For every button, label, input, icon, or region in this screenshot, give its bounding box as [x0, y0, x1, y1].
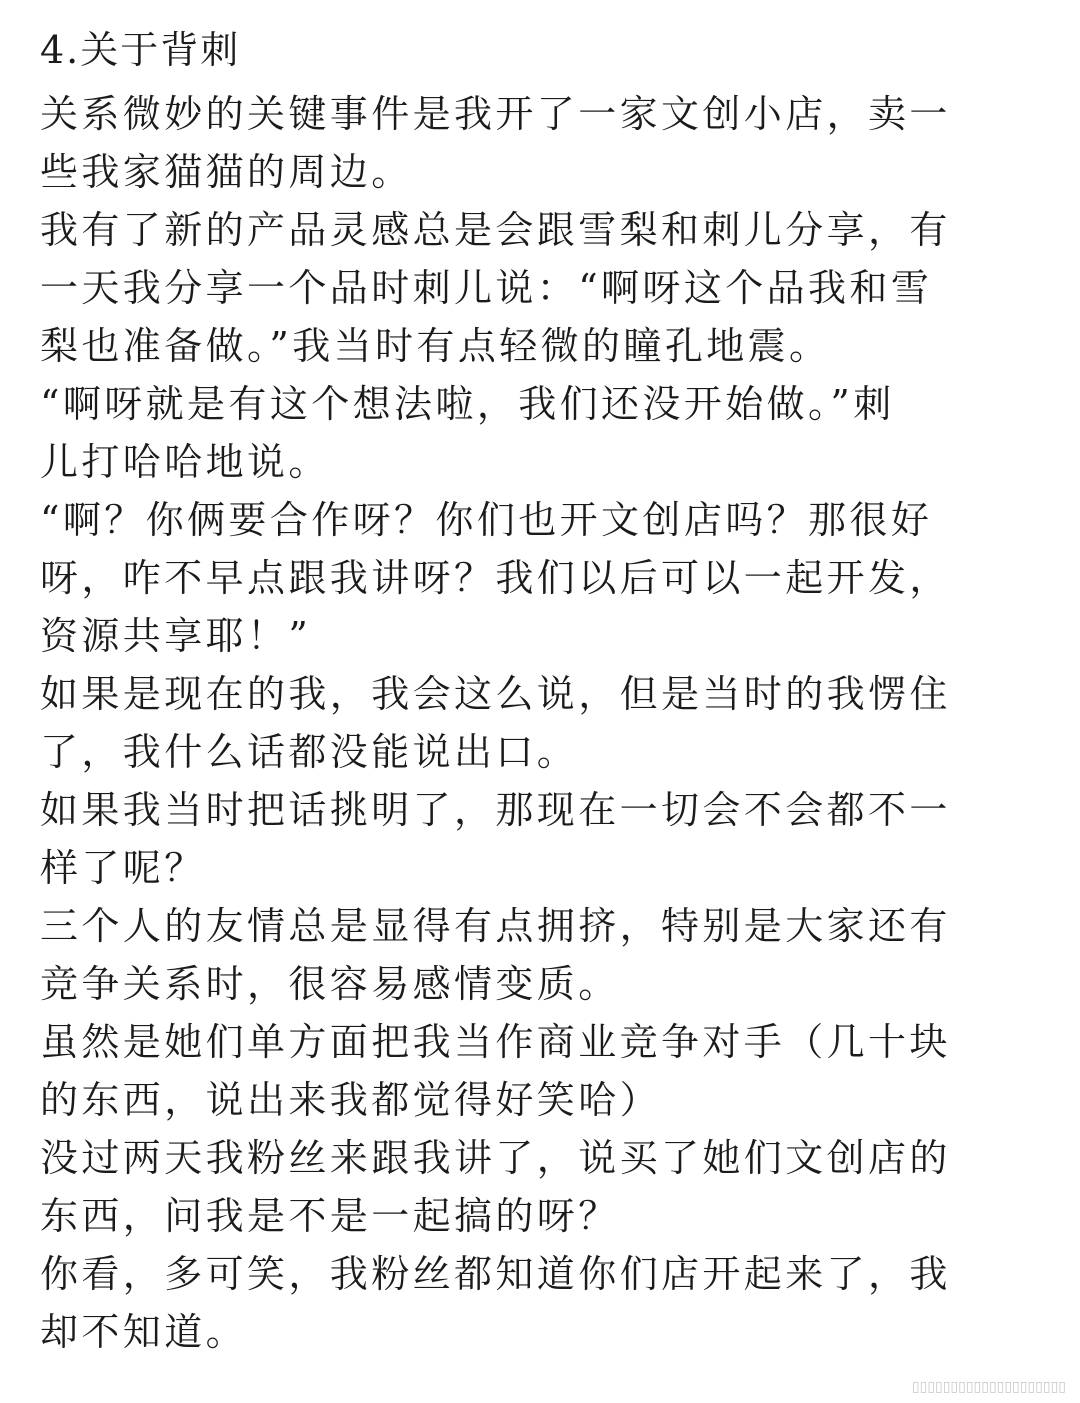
text-line: 些我家猫猫的周边。 [40, 150, 413, 194]
text-line: 了，我什么话都没能说出口。 [40, 730, 579, 774]
watermark: ▯▯▯▯▯▯▯▯▯▯▯▯▯▯▯▯▯▯▯▯ [911, 1379, 1066, 1395]
text-line: 没过两天我粉丝来跟我讲了，说买了她们文创店的 [40, 1136, 951, 1180]
text-line: “啊呀就是有这个想法啦，我们还没开始做。”刺 [40, 382, 895, 426]
text-line: “啊？你俩要合作呀？你们也开文创店吗？那很好 [40, 498, 933, 542]
text-line: 如果是现在的我，我会这么说，但是当时的我愣住 [40, 672, 951, 716]
document-heading: 4.关于背刺 [40, 28, 241, 72]
text-line: 如果我当时把话挑明了，那现在一切会不会都不一 [40, 788, 951, 832]
text-line: 关系微妙的关键事件是我开了一家文创小店，卖一 [40, 92, 951, 136]
text-line: 我有了新的产品灵感总是会跟雪梨和刺儿分享，有 [40, 208, 951, 252]
text-line: 呀，咋不早点跟我讲呀？我们以后可以一起开发， [40, 556, 951, 600]
text-line: 虽然是她们单方面把我当作商业竞争对手（几十块 [40, 1020, 951, 1064]
text-line: 一天我分享一个品时刺儿说：“啊呀这个品我和雪 [40, 266, 933, 310]
text-line: 梨也准备做。”我当时有点轻微的瞳孔地震。 [40, 324, 831, 368]
text-line: 的东西，说出来我都觉得好笑哈） [40, 1078, 662, 1122]
text-line: 竞争关系时，很容易感情变质。 [40, 962, 620, 1006]
text-line: 却不知道。 [40, 1310, 248, 1354]
text-line: 东西，问我是不是一起搞的呀？ [40, 1194, 620, 1238]
text-line: 样了呢？ [40, 846, 206, 890]
text-line: 三个人的友情总是显得有点拥挤，特别是大家还有 [40, 904, 951, 948]
text-line: 你看，多可笑，我粉丝都知道你们店开起来了，我 [40, 1252, 951, 1296]
text-line: 儿打哈哈地说。 [40, 440, 330, 484]
text-line: 资源共享耶！” [40, 614, 312, 658]
